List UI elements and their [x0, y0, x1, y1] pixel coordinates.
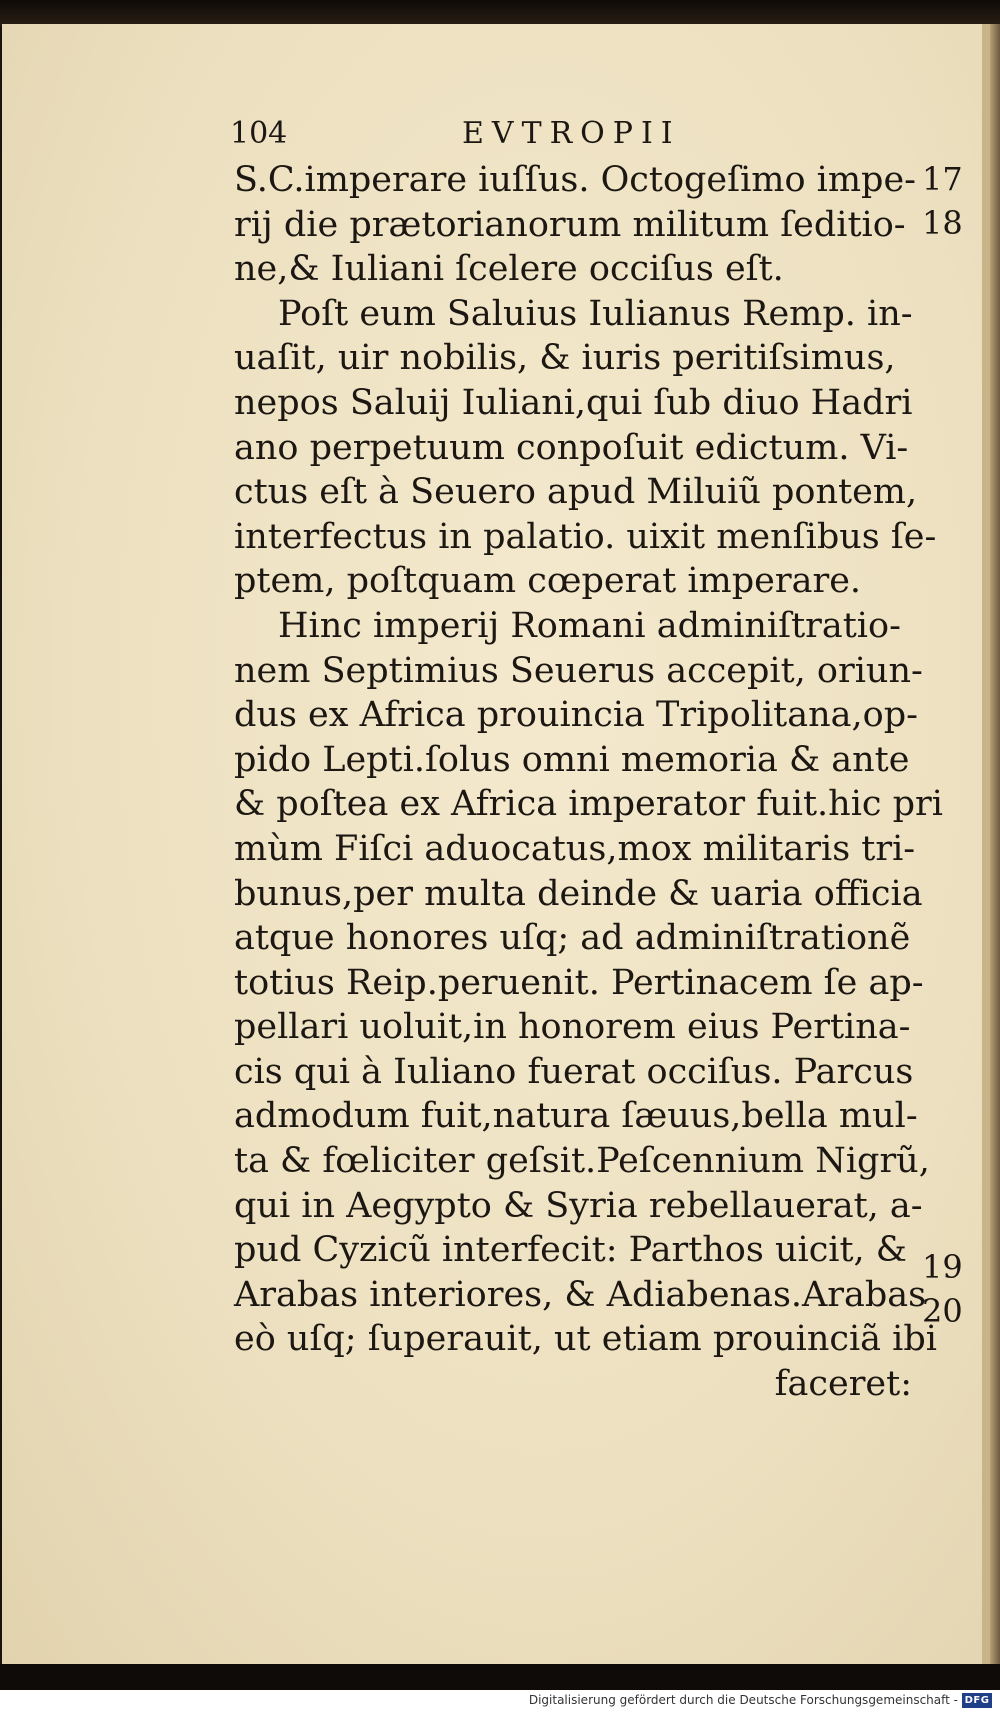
text-line: cis qui à Iuliano fuerat occiſus. Parcus: [234, 1051, 914, 1092]
running-title: EVTROPII: [462, 116, 681, 151]
text-line: qui in Aegypto & Syria rebellauerat, a-: [234, 1185, 923, 1226]
text-line: & poſtea ex Africa imperator fuit.hic pri: [234, 784, 943, 825]
digitization-footer: [0, 1690, 1000, 1712]
text-line: ne,& Iuliani ſcelere occiſus eſt.: [234, 249, 784, 290]
verse-number: 18: [922, 204, 963, 242]
scan-bottom-border: [0, 1664, 1000, 1690]
catchword: faceret:: [774, 1364, 912, 1405]
text-line: interfectus in palatio. uixit menſibus ſe-: [234, 516, 937, 557]
text-line: uaſit, uir nobilis, & iuris peritiſsimus,: [234, 338, 896, 379]
text-line: nepos Saluij Iuliani,qui ſub diuo Hadri: [234, 382, 913, 423]
text-line: ta & fœliciter geſsit.Peſcennium Nigrũ,: [234, 1141, 930, 1182]
text-line: Poſt eum Saluius Iulianus Remp. in-: [278, 293, 913, 334]
text-line: mùm Fiſci aduocatus,mox militaris tri-: [234, 828, 916, 869]
dfg-logo: DFG: [962, 1693, 992, 1708]
text-line: pido Lepti.ſolus omni memoria & ante: [234, 739, 910, 780]
text-line: dus ex Africa prouincia Tripolitana,op-: [234, 695, 918, 736]
page-edge: [990, 24, 1000, 1664]
text-line: atque honores uſq; ad adminiſtrationẽ: [234, 918, 911, 959]
text-line: eò uſq; ſuperauit, ut etiam prouinciã ibi: [234, 1319, 937, 1360]
text-line: rij die prætorianorum militum ſeditio-: [234, 204, 906, 245]
page-header: [230, 110, 730, 160]
text-line: ptem, poſtquam cœperat imperare.: [234, 561, 862, 602]
text-line: ano perpetuum conpoſuit edictum. Vi-: [234, 427, 909, 468]
text-line: pud Cyzicũ interfecit: Parthos uicit, &: [234, 1230, 907, 1271]
verse-number: 17: [922, 160, 963, 198]
scan-top-border: [0, 0, 1000, 26]
text-line: pellari uoluit,in honorem eius Pertina-: [234, 1007, 911, 1048]
verse-number: 19: [922, 1248, 963, 1286]
text-line: Hinc imperij Romani adminiſtratio-: [278, 605, 901, 646]
text-line: S.C.imperare iuſſus. Octogeſimo impe-: [234, 160, 916, 200]
funding-credit: Digitalisierung gefördert durch die Deutsche Forschungsgemeinschaft -: [528, 1693, 958, 1707]
text-line: admodum fuit,natura ſæuus,bella mul-: [234, 1096, 918, 1137]
text-line: nem Septimius Seuerus accepit, oriun-: [234, 650, 923, 691]
page-number: 104: [230, 116, 288, 151]
text-line: bunus,per multa deinde & uaria officia: [234, 873, 923, 914]
text-line: ctus eſt à Seuero apud Miluiũ pontem,: [234, 472, 918, 513]
verse-number: 20: [922, 1292, 963, 1330]
text-line: Arabas interiores, & Adiabenas.Arabas: [234, 1274, 927, 1315]
text-line: totius Reip.peruenit. Pertinacem ſe ap-: [234, 962, 924, 1003]
